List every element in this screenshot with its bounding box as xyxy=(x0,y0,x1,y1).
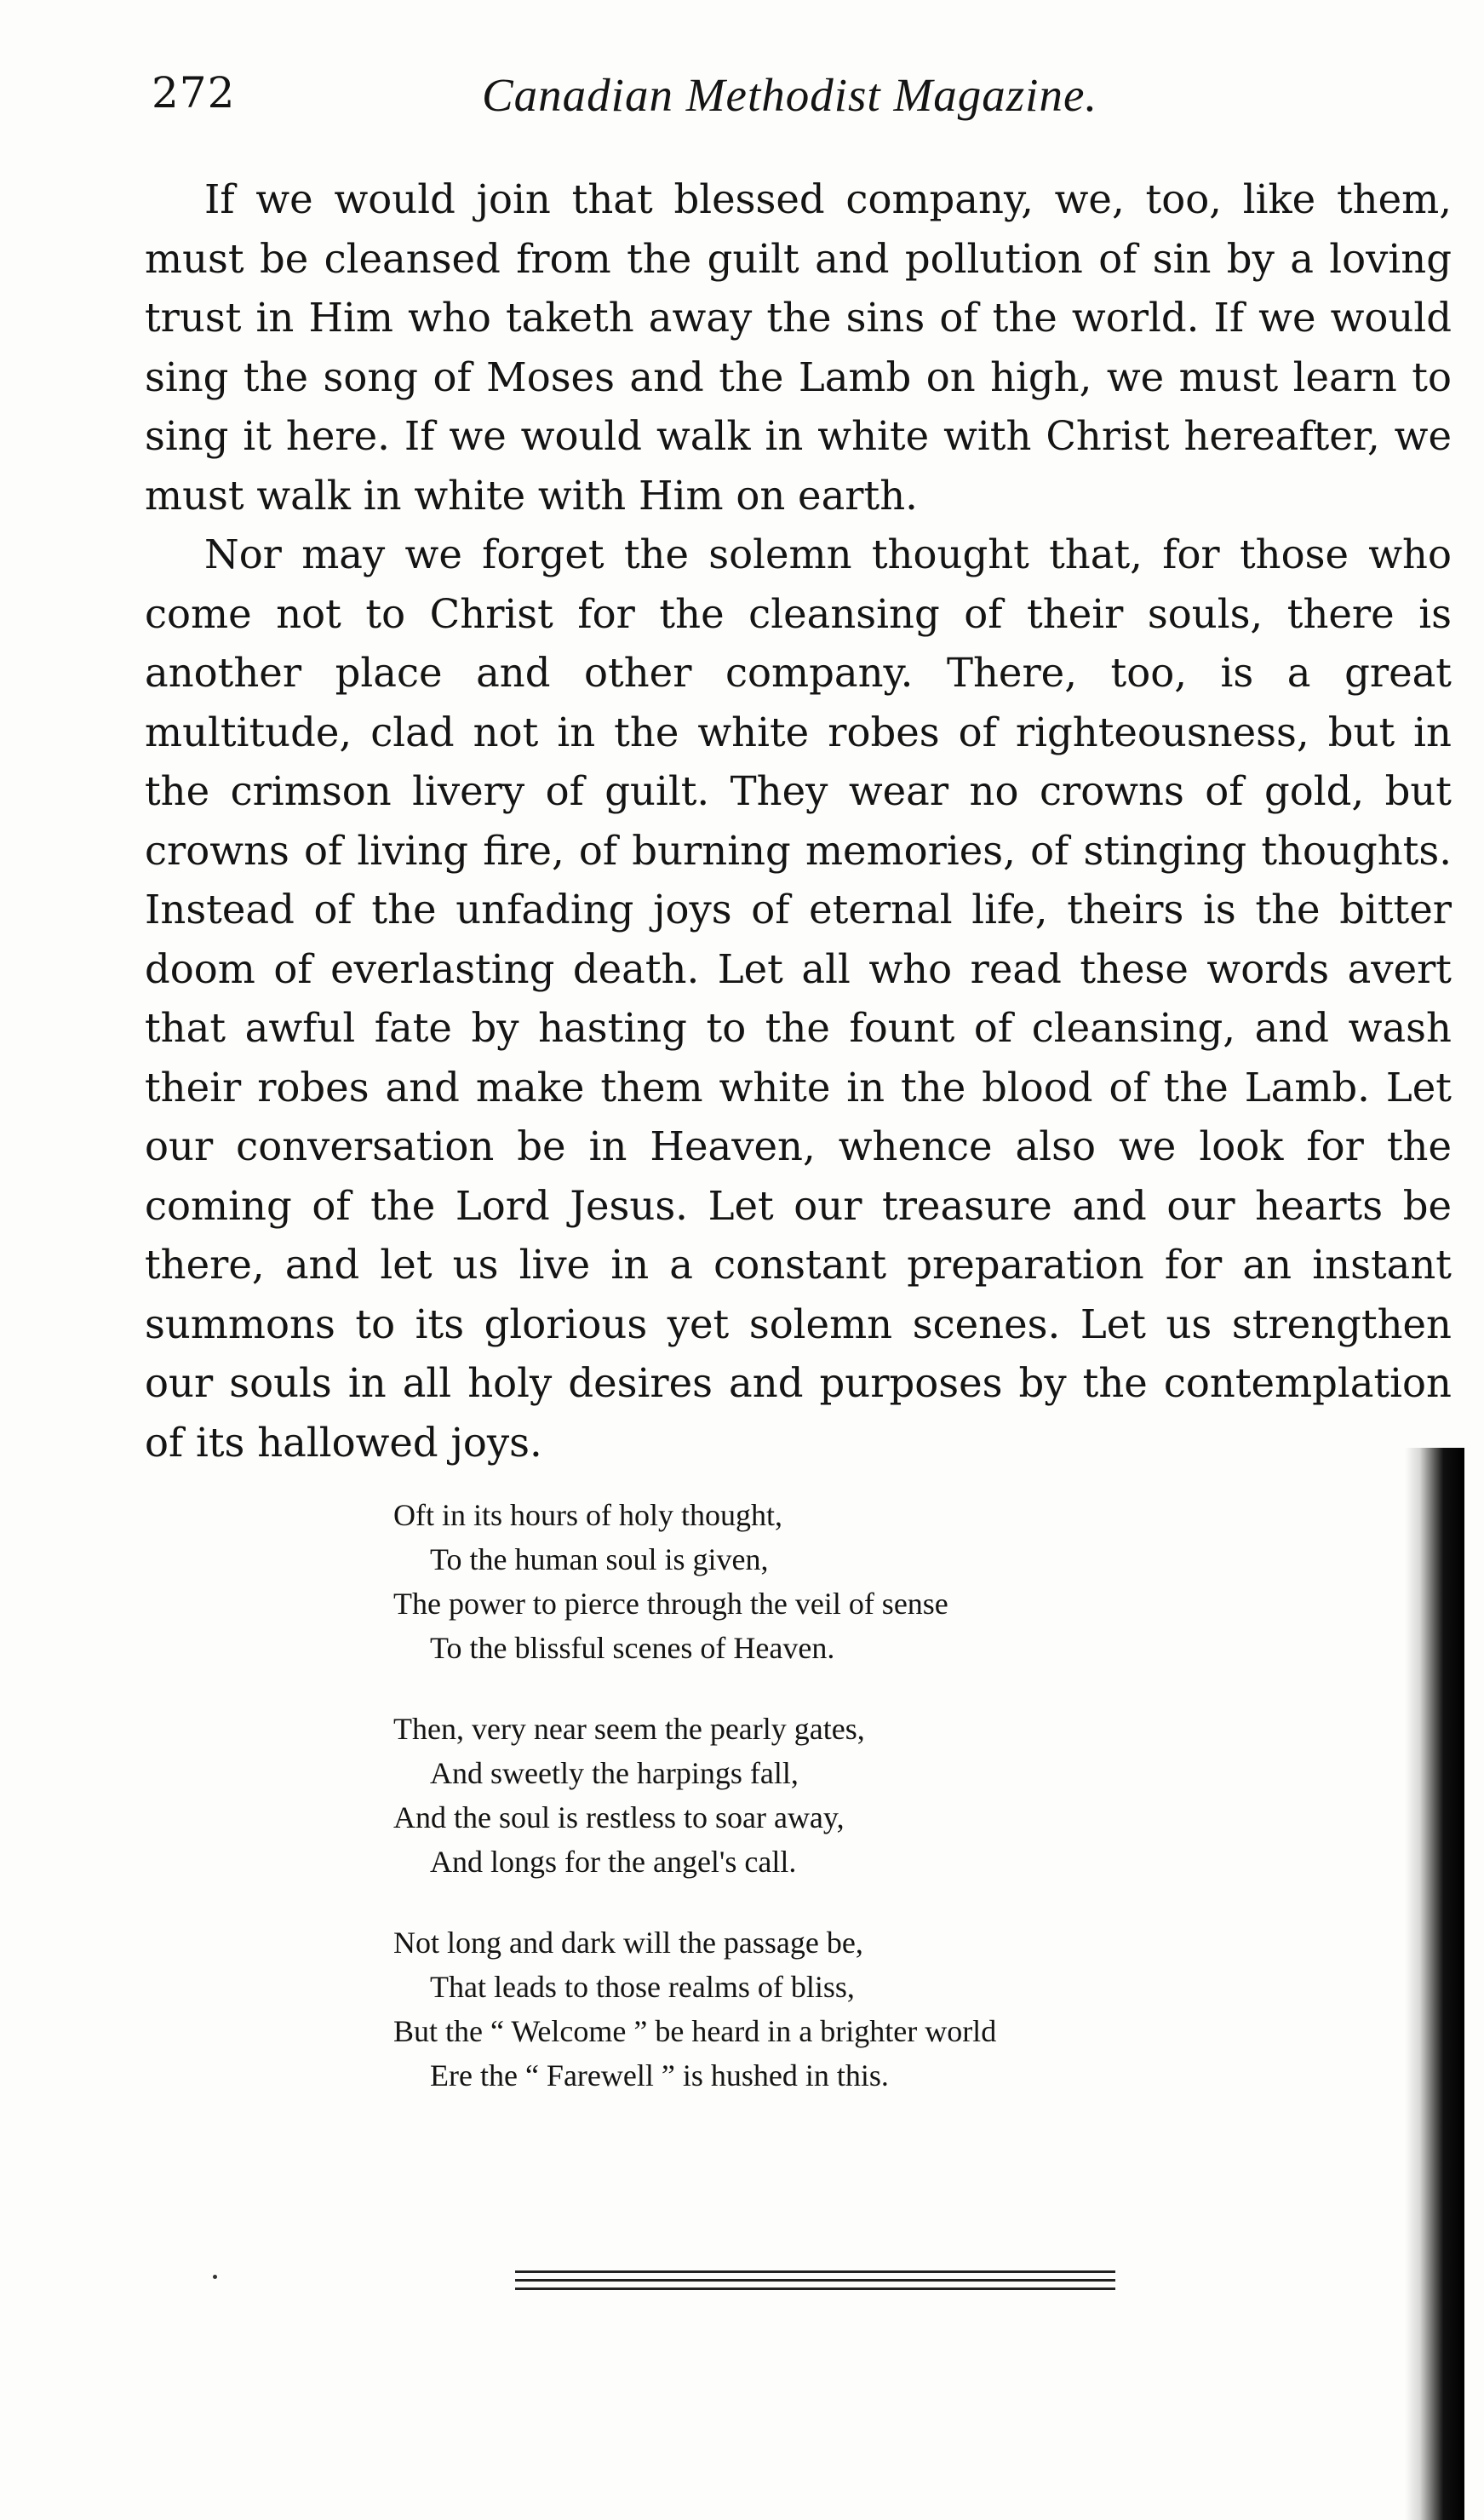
verse-line: Oft in its hours of holy thought, xyxy=(393,1498,782,1532)
running-title: Canadian Methodist Magazine. xyxy=(482,69,1098,121)
verse-line: And longs for the angel's call. xyxy=(430,1845,797,1879)
page-number: 272 xyxy=(152,68,236,118)
poem-stanza xyxy=(393,1920,1245,2098)
stray-mark xyxy=(213,2275,217,2279)
closing-rule xyxy=(515,2279,1115,2282)
verse-line: To the human soul is given, xyxy=(430,1542,769,1576)
poem xyxy=(393,1493,1245,2134)
closing-rule xyxy=(515,2270,1115,2273)
verse-line: And sweetly the harpings fall, xyxy=(430,1756,799,1790)
closing-rule xyxy=(515,2288,1115,2290)
poem-stanza xyxy=(393,1707,1245,1884)
verse-line: But the “ Welcome ” be heard in a brighter world xyxy=(393,2014,997,2048)
verse-line: The power to pierce through the veil of sense xyxy=(393,1587,948,1621)
verse-line: To the blissful scenes of Heaven. xyxy=(430,1631,835,1665)
poem-stanza xyxy=(393,1493,1245,1670)
verse-line: Not long and dark will the passage be, xyxy=(393,1926,863,1960)
article-body xyxy=(145,170,1452,1472)
paragraph: Nor may we forget the solemn thought that, for those who come not to Christ for the cleansing of their souls, there is another place and other company. There, too, is a great multitude, clad not in the white robes of righteousness, but in the crimson livery of guilt. They wear no crowns of gold, but crowns of living fire, of burning memories, of stinging thoughts. Instead of the unfading joys of eternal life, theirs is the bitter doom of everlasting death. Let all who read these words avert that awful fate by hasting to the fount of cleansing, and wash their robes and make them white in the blood of the Lamb. Let our conversation be in Heaven, whence also we look for the coming of the Lord Jesus. Let our treasure and our hearts be there, and let us live in a constant preparation for an instant summons to its glorious yet solemn scenes. Let us strengthen our souls in all holy desires and purposes by the contemplation of its hallowed joys. xyxy=(145,531,1452,1466)
verse-line: That leads to those realms of bliss, xyxy=(430,1970,855,2004)
verse-line: Ere the “ Farewell ” is hushed in this. xyxy=(430,2058,889,2092)
page-header xyxy=(152,68,1429,145)
verse-line: And the soul is restless to soar away, xyxy=(393,1800,845,1834)
binding-shadow xyxy=(1405,1448,1464,2520)
verse-line: Then, very near seem the pearly gates, xyxy=(393,1712,865,1746)
paragraph: If we would join that blessed company, we, too, like them, must be cleansed from the guilt and pollution of sin by a loving trust in Him who taketh away the sins of the world. If we would sing the song of Moses and the Lamb on high, we must learn to sing it here. If we would walk in white with Christ hereafter, we must walk in white with Him on earth. xyxy=(145,176,1452,519)
